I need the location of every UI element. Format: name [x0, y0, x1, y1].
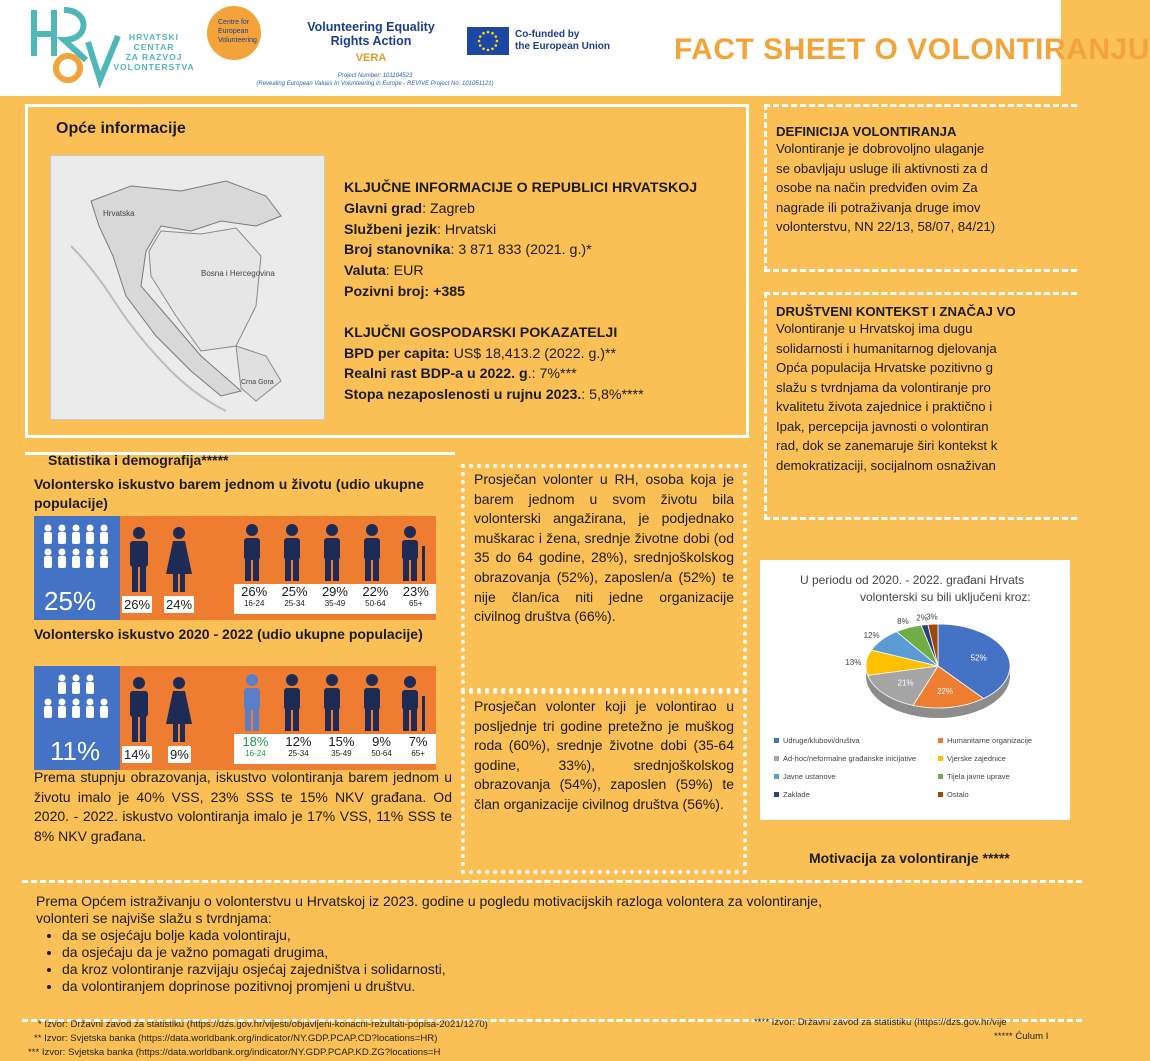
- footnote-3: *** Izvor: Svjetska banka (https://data.worldbank.org/indicator/NY.GDP.PCAP.KD.ZG?locations=H: [28, 1047, 441, 1058]
- profile-lifetime-text: Prosječan volonter u RH, osoba koja je barem jednom u svom životu bila volonterski angažirana, je podjednako muškarac i žena, srednje životne dobi (od 35 do 64 godine, 28%), srednjoškolskog obrazovanja (52%), zaposlen/a (52%) te nije član/ica niti jedne organizacije civilnog društva (66%).: [474, 471, 734, 625]
- stats-title: Statistika i demografija*****: [48, 452, 229, 468]
- pie-label-7: 2%: [916, 613, 928, 623]
- legend-item: [774, 754, 916, 763]
- vera-title: Volunteering Equality Rights Action: [307, 20, 435, 48]
- population-row: Broj stanovnika: 3 871 833 (2021. g.)*: [344, 242, 592, 259]
- population-group-icon: [40, 522, 114, 574]
- total-lifetime-value: 25%: [44, 586, 97, 616]
- men-recent-value: 14%: [124, 747, 151, 762]
- chart-title: U periodu od 2020. - 2022. građani Hrvats volonterski su bili uključeni kroz:: [800, 573, 1031, 604]
- pie-chart: [760, 606, 1070, 756]
- age-item: 23% 65+: [402, 584, 429, 608]
- footnote-1: * Izvor: Državni zavod za statistiku (https://dzs.gov.hr/vijesti/objavljeni-konacni-rezultati-popisa-2021/1270): [38, 1019, 488, 1030]
- age-item: 26% 16-24: [241, 584, 268, 608]
- project-number: Project Number: 101104523 (Revealing European Values In Volunteering in Europe - REVIVE Project No. 101051121): [256, 73, 494, 87]
- age-item: 7% 65+: [408, 734, 428, 758]
- list-item: • da volontiranjem doprinose pozitivnoj promjeni u društvu.: [62, 978, 1076, 995]
- cev-name: Centre for European Volunteering: [218, 19, 257, 44]
- legend-item: [938, 754, 1006, 763]
- legend-item: [938, 736, 1032, 745]
- stats-sub-recent: Volontersko iskustvo 2020 - 2022 (udio ukupne populacije): [34, 626, 423, 642]
- map-label-crna-gora: Crna Gora: [241, 379, 274, 386]
- education-text: Prema stupnju obrazovanja, iskustvo volontiranja barem jednom u životu imalo je 40% VSS, 23% SSS te 15% NKV građana. Od 2020. - 2022. iskustvo volontiranja imalo je 17% VSS, 11% SSS te 8% NKV građana.: [34, 769, 452, 844]
- legend-item: [938, 772, 1010, 781]
- legend-swatch: [774, 738, 779, 743]
- legend-item: [774, 736, 860, 745]
- page-title: FACT SHEET O VOLONTIRANJU: [674, 33, 1150, 66]
- eu-flag-icon: [467, 27, 509, 55]
- chart-legend: [760, 736, 1070, 806]
- total-recent-value: 11%: [50, 736, 101, 766]
- age-item: 29% 35-49: [321, 584, 348, 608]
- list-item: • da kroz volontiranje razvijaju osjećaj zajedništva i solidarnosti,: [62, 961, 1076, 978]
- volunteering-channels-chart: [760, 560, 1070, 820]
- woman-icon: [164, 676, 194, 744]
- eu-cofunded: Co-funded by the European Union: [515, 29, 610, 52]
- ages-recent-panel: [234, 734, 436, 764]
- legend-swatch: [938, 792, 943, 797]
- legend-swatch: [774, 774, 779, 779]
- women-lifetime-value: 24%: [166, 597, 193, 612]
- age-item: 25% 25-34: [281, 584, 308, 608]
- legend-swatch: [938, 756, 943, 761]
- age-groups-icon: [234, 522, 434, 582]
- legend-label: Ostalo: [947, 790, 969, 799]
- list-item: • da se osjećaju bolje kada volontiraju,: [62, 927, 1076, 944]
- age-item: 22% 50-64: [362, 584, 389, 608]
- key-info-block: [344, 178, 744, 406]
- legend-swatch: [774, 792, 779, 797]
- age-item: 18% 16-24: [242, 734, 269, 758]
- list-item: • da osjećaju da je važno pomagati drugima,: [62, 944, 1076, 961]
- age-item: 9% 50-64: [371, 734, 392, 758]
- pie-label-8: 3%: [926, 612, 938, 622]
- map-label-croatia: Hrvatska: [103, 209, 135, 218]
- definition-text: DEFINICIJA VOLONTIRANJA Volontiranje je dobrovoljno ulaganje se obavljaju usluge ili aktivnosti za d osobe na način predviđen ovim Za nagrade ili potraživanja druge imov volonterstvu, NN 22/13, 58/07, 84/21): [776, 124, 1076, 237]
- age-groups-icon: [234, 672, 434, 732]
- profile-recent-text: Prosječan volonter koji je volontirao u posljednje tri godine pretežno je muškog roda (60%), srednje životne dobi (35-64 godine, 33%), srednjoškolskog obrazovanja (54%), zaposlen (59%) te član organizacije civilnog društva (56%).: [474, 698, 734, 812]
- footnote-4: **** Izvor: Državni zavod za statistiku (https://dzs.gov.hr/vije: [754, 1017, 1007, 1028]
- croatia-map: [50, 155, 325, 420]
- pie-label-5: 12%: [863, 631, 880, 641]
- age-item: 15% 35-49: [328, 734, 355, 758]
- capital-row: Glavni grad: Zagreb: [344, 200, 475, 217]
- legend-swatch: [774, 756, 779, 761]
- dial-row: Pozivni broj: +385: [344, 283, 466, 300]
- pie-label-6: 8%: [897, 616, 909, 626]
- stats-sub-lifetime: Volontersko iskustvo barem jednom u životu (udio ukupne populacije): [34, 476, 424, 511]
- footnote-2: ** Izvor: Svjetska banka (https://data.worldbank.org/indicator/NY.GDP.PCAP.CD?locations=HR): [34, 1033, 438, 1044]
- pie-label-4: 13%: [845, 657, 862, 667]
- legend-swatch: [938, 774, 943, 779]
- pie-label-2: 22%: [937, 686, 954, 696]
- header: [0, 0, 1150, 96]
- man-icon: [124, 526, 154, 594]
- map-label-bih: Bosna i Hercegovina: [201, 269, 275, 278]
- motivation-title: Motivacija za volontiranje *****: [809, 850, 1010, 866]
- legend-item: [938, 790, 969, 799]
- man-icon: [124, 676, 154, 744]
- legend-label: Zaklade: [783, 790, 810, 799]
- legend-label: Vjerske zajednice: [947, 754, 1006, 763]
- legend-label: Javne ustanove: [783, 772, 836, 781]
- general-info-title: Opće informacije: [56, 120, 186, 137]
- population-group-icon: [40, 672, 114, 724]
- men-lifetime-value: 26%: [124, 597, 151, 612]
- language-row: Službeni jezik: Hrvatski: [344, 221, 497, 238]
- motivation-text: Prema Općem istraživanju o volonterstvu u Hrvatskoj iz 2023. godine u pogledu motivacijskih razloga volontera za volontiranje, volonteri se najviše slažu s tvrdnjama: • da se osjećaju bolje kada volontiraju, • da osjećaju da je važno pomagati drugima, • da kroz volontiranje razvijaju osjećaj zajedništva i solidarnosti, • da volontiranjem doprinose pozitivnoj promjeni u društvu.: [36, 893, 1076, 995]
- context-text: DRUŠTVENI KONTEKST I ZNAČAJ VO Volontiranje u Hrvatskoj ima dugu solidarnosti i humanitarnog djelovanja Opća populacija Hrvatske pozitivno g slažu s tvrdnjama da volontiranje pro kvalitetu života zajednice i praktično i Ipak, percepcija javnosti o volontiran rad, dok se zanemaruje širi kontekst k demokratizaciji, socijalnom osnaživan: [776, 304, 1076, 475]
- woman-icon: [164, 526, 194, 594]
- hrcv-name: HRVATSKI CENTAR ZA RAZVOJ VOLONTERSTVA: [113, 32, 195, 72]
- age-item: 12% 25-34: [285, 734, 312, 758]
- pie-label-3: 21%: [897, 678, 914, 688]
- legend-item: [774, 772, 836, 781]
- context-title: DRUŠTVENI KONTEKST I ZNAČAJ VO: [776, 304, 1016, 319]
- legend-label: Humanitarne organizacije: [947, 736, 1033, 745]
- currency-row: Valuta: EUR: [344, 263, 424, 280]
- legend-label: Ad-hoc/neformalne građanske inicijative: [783, 754, 916, 763]
- legend-item: [774, 790, 810, 799]
- definition-title: DEFINICIJA VOLONTIRANJA: [776, 124, 957, 139]
- econ-title: KLJUČNI GOSPODARSKI POKAZATELJI: [344, 324, 618, 341]
- hrcv-logo-icon: [28, 6, 120, 86]
- vera-name: VERA: [355, 52, 387, 64]
- unemployment-row: Stopa nezaposlenosti u rujnu 2023.: 5,8%****: [344, 387, 644, 404]
- legend-label: Tijela javne uprave: [947, 772, 1010, 781]
- gdp-row: BPD per capita: US$ 18,413.2 (2022. g.)**: [344, 345, 617, 362]
- pie-label-1: 52%: [970, 653, 987, 663]
- women-recent-value: 9%: [170, 747, 189, 762]
- growth-row: Realni rast BDP-a u 2022. g.: 7%***: [344, 366, 577, 383]
- ages-lifetime-panel: [234, 584, 436, 614]
- legend-swatch: [938, 738, 943, 743]
- legend-label: Udruge/klubovi/društva: [783, 736, 860, 745]
- key-info-title: KLJUČNE INFORMACIJE O REPUBLICI HRVATSKOJ: [344, 180, 698, 196]
- footnote-5: ***** Ćulum I: [994, 1031, 1049, 1042]
